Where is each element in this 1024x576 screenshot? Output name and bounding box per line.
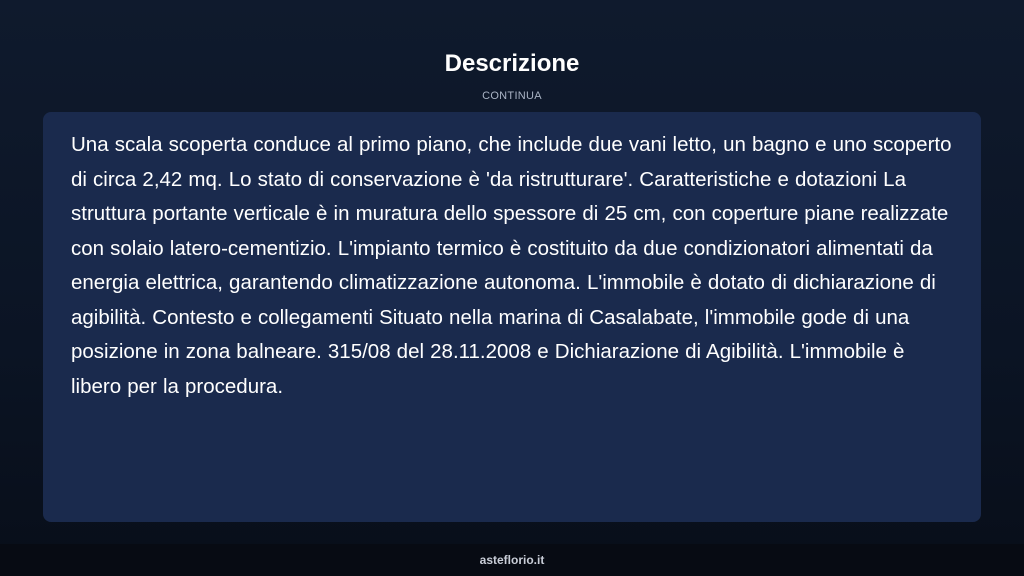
continua-label: CONTINUA xyxy=(482,90,542,102)
footer-bar xyxy=(0,544,1024,576)
footer-brand: asteflorio.it xyxy=(479,553,545,567)
page-title: Descrizione xyxy=(444,50,580,77)
description-text: Una scala scoperta conduce al primo piano, che include due vani letto, un bagno e uno scoperto di circa 2,42 mq. Lo stato di conservazione è 'da ristrutturare'. Caratteristiche e dotazioni La struttura portante verticale è in muratura dello spessore di 25 cm, con coperture piane realizzate con solaio latero-cementizio. L'impianto termico è costituito da due condizionatori alimentati da energia elettrica, garantendo climatizzazione autonoma. L'immobile è dotato di dichiarazione di agibilità. Contesto e collegamenti Situato nella marina di Casalabate, l'immobile gode di una posizione in zona balneare. 315/08 del 28.11.2008 e Dichiarazione di Agibilità. L'immobile è libero per la procedura. xyxy=(71,133,952,398)
description-card xyxy=(43,112,981,522)
